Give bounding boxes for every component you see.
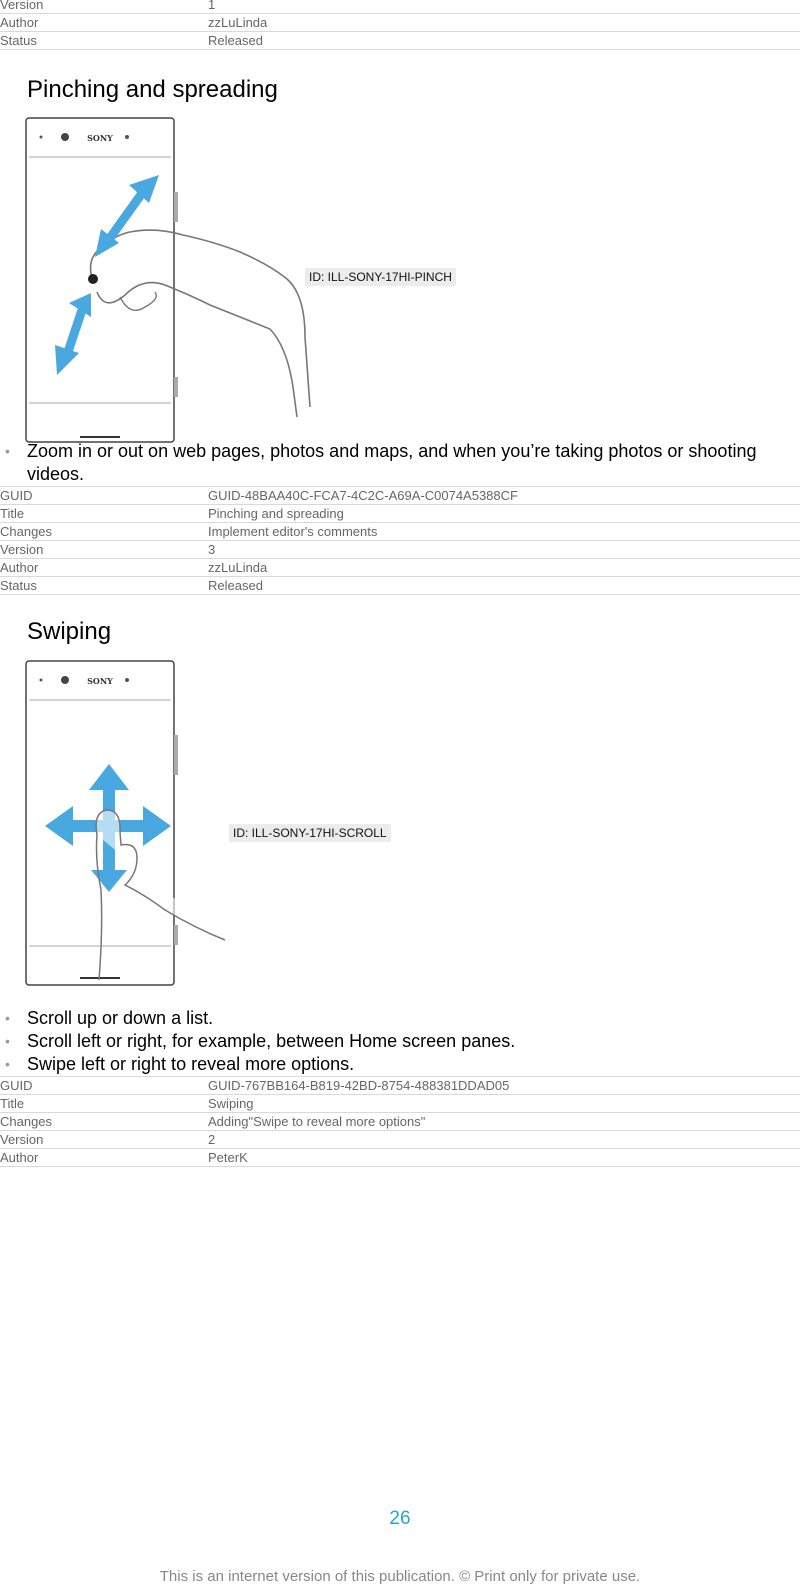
phone-brand-label: SONY: [87, 133, 113, 143]
table-row: [0, 1131, 800, 1149]
table-row: [0, 541, 800, 559]
footer-text: This is an internet version of this publication. © Print only for private use.: [159, 1568, 641, 1585]
swipe-phone-svg: [25, 660, 245, 1000]
list-item: [0, 1053, 800, 1076]
meta-value: zzLuLinda: [208, 559, 800, 577]
phone-brand-label: SONY: [87, 676, 113, 686]
section-heading-pinch: Pinching and spreading: [27, 76, 278, 103]
pinch-metadata-table: [0, 486, 800, 595]
phone-body: [26, 118, 174, 442]
meta-value: Adding"Swipe to reveal more options": [208, 1113, 800, 1131]
table-row: [0, 523, 800, 541]
table-row: [0, 577, 800, 595]
phone-side-button: [174, 192, 178, 222]
meta-value: 3: [208, 541, 800, 559]
meta-value: Implement editor's comments: [208, 523, 800, 541]
bullet-text: Zoom in or out on web pages, photos and maps, and when you’re taking photos or shooting videos.: [27, 441, 757, 484]
meta-value: 2: [208, 1131, 800, 1149]
meta-key: Status: [0, 32, 208, 50]
bullet-text: Scroll left or right, for example, between Home screen panes.: [27, 1031, 516, 1051]
illustration-id-pinch: ID: ILL-SONY-17HI-PINCH: [305, 268, 456, 286]
sensor-dot: [40, 679, 43, 682]
meta-value: GUID-48BAA40C-FCA7-4C2C-A69A-C0074A5388CF: [208, 487, 800, 505]
meta-key: GUID: [0, 1077, 208, 1095]
pinch-bullet-list: [0, 440, 800, 486]
meta-key: GUID: [0, 487, 208, 505]
page-number: 26: [389, 1508, 411, 1529]
meta-key: Author: [0, 559, 208, 577]
table-row: [0, 1077, 800, 1095]
meta-key: Title: [0, 1095, 208, 1113]
bullet-text: Scroll up or down a list.: [27, 1008, 214, 1028]
bullet-icon: •: [5, 1010, 10, 1026]
section-heading-swipe: Swiping: [27, 618, 112, 645]
table-row: [0, 487, 800, 505]
meta-value: Pinching and spreading: [208, 505, 800, 523]
list-item: [0, 440, 800, 486]
sensor-dot: [125, 135, 129, 139]
meta-value: 1: [208, 0, 800, 14]
meta-key: Author: [0, 14, 208, 32]
swipe-bullet-list: [0, 1007, 800, 1076]
meta-value: GUID-767BB164-B819-42BD-8754-488381DDAD05: [208, 1077, 800, 1095]
top-metadata-table: [0, 0, 800, 50]
phone-side-button: [174, 735, 178, 775]
camera-dot: [61, 676, 69, 684]
table-row: [0, 14, 800, 32]
table-row: [0, 1095, 800, 1113]
swipe-illustration: [25, 660, 245, 1000]
bullet-icon: •: [5, 1033, 10, 1049]
bullet-text: Swipe left or right to reveal more options.: [27, 1054, 355, 1074]
table-row: [0, 1149, 800, 1167]
meta-key: Changes: [0, 523, 208, 541]
phone-side-button: [174, 925, 178, 945]
sensor-dot: [40, 136, 43, 139]
swipe-metadata-table: [0, 1076, 800, 1167]
meta-key: Changes: [0, 1113, 208, 1131]
meta-key: Title: [0, 505, 208, 523]
pinch-illustration: [25, 117, 325, 447]
meta-key: Author: [0, 1149, 208, 1167]
illustration-id-swipe: ID: ILL-SONY-17HI-SCROLL: [229, 824, 391, 842]
bullet-icon: •: [5, 1056, 10, 1072]
meta-value: Swiping: [208, 1095, 800, 1113]
list-item: [0, 1007, 800, 1030]
sensor-dot: [125, 678, 129, 682]
table-row: [0, 505, 800, 523]
meta-key: Version: [0, 541, 208, 559]
table-row: [0, 1113, 800, 1131]
table-row: [0, 0, 800, 14]
meta-key: Version: [0, 1131, 208, 1149]
table-row: [0, 32, 800, 50]
meta-value: Released: [208, 32, 800, 50]
meta-value: PeterK: [208, 1149, 800, 1167]
phone-side-button: [174, 377, 178, 397]
list-item: [0, 1030, 800, 1053]
meta-key: Version: [0, 0, 208, 14]
camera-dot: [61, 133, 69, 141]
meta-key: Status: [0, 577, 208, 595]
table-row: [0, 559, 800, 577]
pinch-phone-svg: [25, 117, 325, 447]
bullet-icon: •: [5, 443, 10, 459]
touch-point: [88, 274, 98, 284]
meta-value: Released: [208, 577, 800, 595]
meta-value: zzLuLinda: [208, 14, 800, 32]
